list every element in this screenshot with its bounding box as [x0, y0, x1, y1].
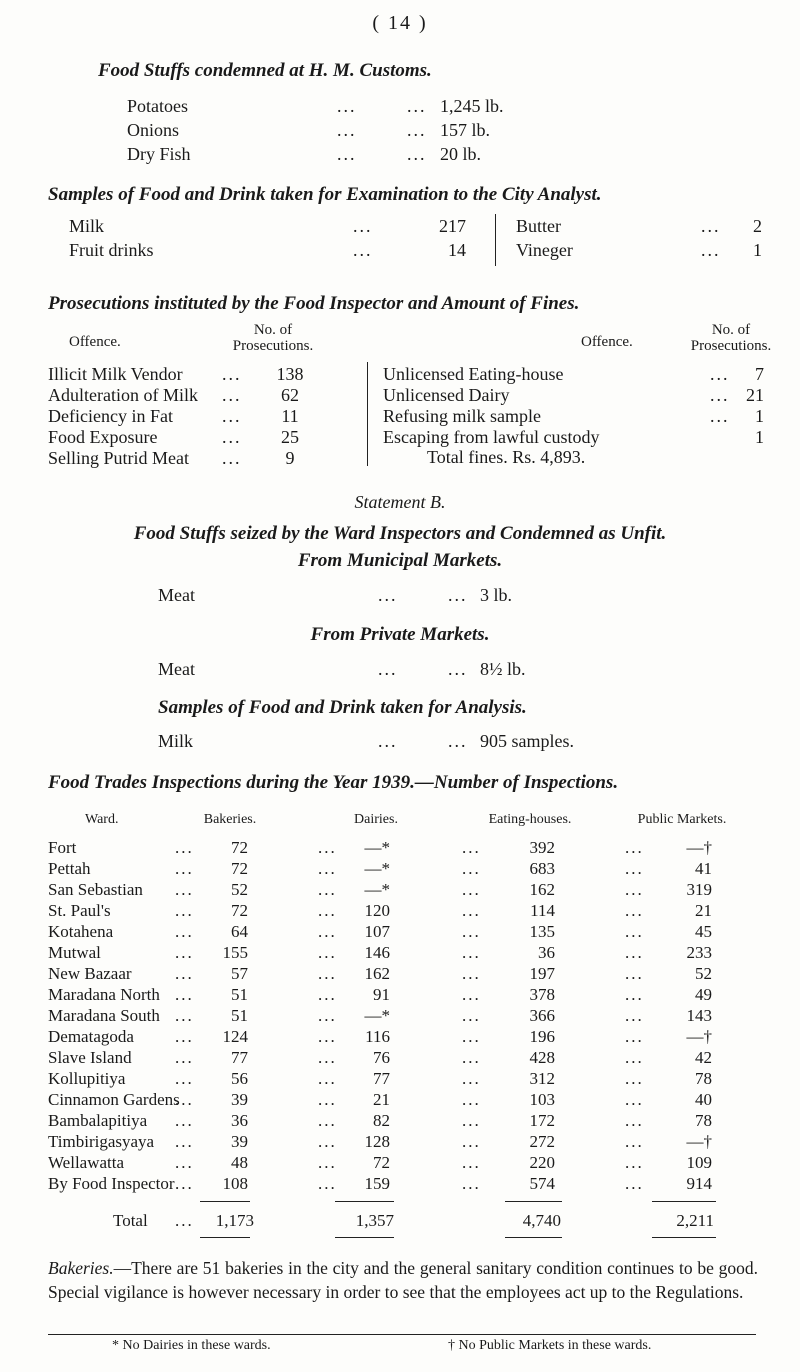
inspections-dots: ...	[625, 1111, 644, 1130]
inspections-cell: 914	[686, 1174, 712, 1193]
prosecution-offence: Refusing milk sample	[383, 406, 541, 426]
inspections-dots: ...	[318, 1069, 337, 1088]
inspections-cell: 124	[222, 1027, 248, 1046]
inspections-dots: ...	[318, 1153, 337, 1172]
inspections-ward: Bambalapitiya	[48, 1111, 148, 1130]
inspections-cell: 48	[231, 1153, 248, 1172]
inspections-cell: 135	[529, 922, 555, 941]
prosecution-offence: Unlicensed Eating-house	[383, 364, 564, 384]
prosecution-dots: ...	[222, 427, 242, 447]
inspections-cell: —*	[364, 838, 390, 857]
inspections-cell: 172	[529, 1111, 555, 1130]
inspections-cell: 78	[695, 1069, 712, 1088]
inspections-dots: ...	[625, 985, 644, 1004]
inspections-dots: ...	[625, 964, 644, 983]
inspections-cell: 41	[695, 859, 712, 878]
inspections-dots: ...	[318, 964, 337, 983]
inspections-dots: ...	[462, 964, 481, 983]
statement-b-title: Statement B.	[354, 492, 446, 512]
analyst-item-dots: ...	[353, 216, 373, 236]
inspections-dots: ...	[175, 1153, 194, 1172]
analysis-item-value: 905 samples.	[480, 731, 574, 751]
inspections-cell: 574	[529, 1174, 555, 1193]
prosecution-count: 1	[755, 406, 764, 426]
inspections-dots: ...	[318, 1111, 337, 1130]
inspections-dots: ...	[175, 1048, 194, 1067]
inspections-ward: Mutwal	[48, 943, 101, 962]
inspections-title: Food Trades Inspections during the Year 1939.—Number of Inspections.	[48, 772, 619, 793]
inspections-total: 4,740	[522, 1211, 561, 1230]
analyst-divider	[495, 214, 496, 266]
inspections-dots: ...	[175, 1111, 194, 1130]
total-rule-top	[200, 1201, 250, 1202]
inspections-cell: —†	[686, 838, 712, 857]
inspections-cell: 51	[231, 985, 248, 1004]
inspections-dots: ...	[318, 1027, 337, 1046]
inspections-cell: 36	[538, 943, 555, 962]
inspections-cell: —†	[686, 1027, 712, 1046]
inspections-cell: 116	[365, 1027, 390, 1046]
inspections-cell: 21	[373, 1090, 390, 1109]
inspections-dots: ...	[462, 1174, 481, 1193]
inspections-cell: 77	[373, 1069, 390, 1088]
inspections-dots: ...	[175, 985, 194, 1004]
total-rule-top	[335, 1201, 394, 1202]
inspections-dots: ...	[625, 1174, 644, 1193]
total-rule-bottom	[505, 1237, 562, 1238]
prosecution-dots: ...	[222, 406, 242, 426]
inspections-cell: 392	[529, 838, 555, 857]
inspections-col-header: Dairies.	[354, 812, 398, 827]
prosecution-count: 11	[281, 406, 299, 426]
samples-analyst-title: Samples of Food and Drink taken for Examination to the City Analyst.	[48, 184, 602, 205]
prosecutions-divider	[367, 362, 368, 466]
customs-item-name: Onions	[127, 120, 180, 140]
inspections-dots: ...	[175, 943, 194, 962]
inspections-cell: 39	[231, 1090, 248, 1109]
total-rule-bottom	[200, 1237, 250, 1238]
inspections-dots: ...	[175, 1027, 194, 1046]
prosecution-dots: ...	[710, 406, 730, 426]
inspections-dots: ...	[462, 1048, 481, 1067]
inspections-cell: 146	[364, 943, 390, 962]
inspections-dots: ...	[462, 859, 481, 878]
prosecution-offence: Adulteration of Milk	[48, 385, 198, 405]
inspections-cell: 196	[529, 1027, 555, 1046]
inspections-ward: Timbirigasyaya	[48, 1132, 155, 1151]
inspections-total-label: Total	[113, 1211, 148, 1230]
analyst-item-value: 217	[439, 216, 466, 236]
customs-item-name: Dry Fish	[127, 144, 191, 164]
prosecution-count: 21	[746, 385, 764, 405]
inspections-col-header: Public Markets.	[637, 812, 727, 827]
inspections-dots: ...	[625, 1069, 644, 1088]
inspections-cell: 120	[364, 901, 390, 920]
inspections-cell: 109	[686, 1153, 712, 1172]
inspections-ward: Maradana South	[48, 1006, 160, 1025]
inspections-cell: 272	[529, 1132, 555, 1151]
analyst-item-dots: ...	[353, 240, 373, 260]
private-dots1: ...	[378, 659, 398, 679]
inspections-cell: 233	[686, 943, 712, 962]
prosecution-count: 138	[276, 364, 304, 384]
inspections-col-header: Eating-houses.	[488, 812, 572, 827]
inspections-dots: ...	[462, 1153, 481, 1172]
inspections-dots: ...	[318, 880, 337, 899]
bakeries-label: Bakeries.	[48, 1258, 114, 1278]
inspections-dots: ...	[625, 922, 644, 941]
analysis-dots2: ...	[448, 731, 468, 751]
inspections-dots: ...	[625, 859, 644, 878]
inspections-dots: ...	[625, 880, 644, 899]
prosecution-dots: ...	[222, 364, 242, 384]
inspections-cell: 77	[231, 1048, 248, 1067]
prosecutions-col-offence-right: Offence.	[581, 334, 633, 350]
inspections-cell: 78	[695, 1111, 712, 1130]
inspections-cell: 159	[364, 1174, 390, 1193]
municipal-dots2: ...	[448, 585, 468, 605]
inspections-dots: ...	[318, 1006, 337, 1025]
prosecution-dots: ...	[710, 385, 730, 405]
inspections-cell: 76	[373, 1048, 390, 1067]
inspections-cell: 155	[222, 943, 248, 962]
prosecution-offence: Illicit Milk Vendor	[48, 364, 183, 384]
inspections-ward: Kollupitiya	[48, 1069, 126, 1088]
inspections-dots: ...	[462, 838, 481, 857]
analyst-item-name: Butter	[516, 216, 561, 236]
inspections-cell: 220	[529, 1153, 555, 1172]
page-number: ( 14 )	[372, 12, 428, 34]
inspections-cell: 52	[695, 964, 712, 983]
inspections-cell: 56	[231, 1069, 248, 1088]
inspections-dots: ...	[462, 1111, 481, 1130]
prosecutions-col-count-right: No. of Prosecutions.	[690, 322, 772, 354]
analysis-dots1: ...	[378, 731, 398, 751]
inspections-dots: ...	[462, 1027, 481, 1046]
analyst-item-value: 1	[753, 240, 762, 260]
inspections-ward: Wellawatta	[48, 1153, 125, 1172]
inspections-total: 1,173	[215, 1211, 254, 1230]
inspections-cell: 319	[686, 880, 712, 899]
inspections-dots: ...	[462, 1006, 481, 1025]
inspections-cell: 312	[529, 1069, 555, 1088]
inspections-dots: ...	[175, 922, 194, 941]
prosecution-count: 62	[281, 385, 299, 405]
prosecution-dots: ...	[710, 364, 730, 384]
total-rule-bottom	[652, 1237, 716, 1238]
inspections-dots: ...	[462, 880, 481, 899]
inspections-cell: 64	[231, 922, 248, 941]
inspections-cell: 72	[373, 1153, 390, 1172]
inspections-ward: By Food Inspector	[48, 1174, 175, 1193]
inspections-ward: Dematagoda	[48, 1027, 134, 1046]
customs-item-value: 20 lb.	[440, 144, 482, 164]
inspections-cell: 108	[222, 1174, 248, 1193]
inspections-cell: —*	[364, 1006, 390, 1025]
inspections-dots: ...	[175, 901, 194, 920]
prosecutions-title: Prosecutions instituted by the Food Inspector and Amount of Fines.	[48, 293, 580, 314]
inspections-cell: 36	[231, 1111, 248, 1130]
inspections-dots: ...	[175, 1090, 194, 1109]
analyst-item-dots: ...	[701, 216, 721, 236]
prosecution-count: 9	[285, 448, 295, 468]
inspections-dots: ...	[175, 964, 194, 983]
analysis-title: Samples of Food and Drink taken for Analysis.	[158, 697, 527, 718]
inspections-dots: ...	[318, 1132, 337, 1151]
inspections-ward: Kotahena	[48, 922, 114, 941]
inspections-cell: —*	[364, 859, 390, 878]
customs-item-dots: ...	[407, 120, 427, 140]
total-rule-bottom	[335, 1237, 394, 1238]
inspections-dots: ...	[625, 943, 644, 962]
inspections-cell: —*	[364, 880, 390, 899]
footnote-star: * No Dairies in these wards.	[112, 1338, 271, 1353]
inspections-dots: ...	[175, 838, 194, 857]
inspections-dots: ...	[625, 1132, 644, 1151]
inspections-cell: 162	[364, 964, 390, 983]
inspections-cell: 91	[373, 985, 390, 1004]
inspections-dots: ...	[625, 838, 644, 857]
inspections-cell: 72	[231, 859, 248, 878]
analysis-item-name: Milk	[158, 731, 194, 751]
municipal-item-name: Meat	[158, 585, 195, 605]
customs-item-value: 1,245 lb.	[440, 96, 504, 116]
inspections-dots: ...	[175, 1132, 194, 1151]
inspections-col-header: Ward.	[85, 812, 119, 827]
customs-item-name: Potatoes	[127, 96, 188, 116]
total-fines: Total fines. Rs. 4,893.	[427, 447, 586, 467]
private-item-name: Meat	[158, 659, 195, 679]
inspections-ward: New Bazaar	[48, 964, 132, 983]
inspections-ward: Pettah	[48, 859, 91, 878]
inspections-cell: 82	[373, 1111, 390, 1130]
inspections-dots: ...	[175, 1069, 194, 1088]
prosecution-count: 7	[755, 364, 764, 384]
prosecution-count: 1	[755, 427, 764, 447]
inspections-cell: —†	[686, 1132, 712, 1151]
inspections-cell: 197	[529, 964, 555, 983]
inspections-total: 1,357	[355, 1211, 394, 1230]
inspections-dots: ...	[318, 859, 337, 878]
prosecution-count: 25	[281, 427, 299, 447]
inspections-ward: Fort	[48, 838, 77, 857]
prosecution-dots: ...	[222, 448, 242, 468]
inspections-cell: 103	[529, 1090, 555, 1109]
analyst-item-value: 14	[448, 240, 466, 260]
inspections-cell: 57	[231, 964, 248, 983]
municipal-dots1: ...	[378, 585, 398, 605]
municipal-title: From Municipal Markets.	[297, 550, 503, 571]
customs-title: Food Stuffs condemned at H. M. Customs.	[98, 60, 432, 81]
customs-item-dots: ...	[407, 96, 427, 116]
private-title: From Private Markets.	[310, 624, 490, 645]
inspections-cell: 143	[686, 1006, 712, 1025]
customs-item-dots: ...	[337, 144, 357, 164]
analyst-item-name: Fruit drinks	[69, 240, 154, 260]
inspections-col-header: Bakeries.	[203, 812, 257, 827]
inspections-dots: ...	[625, 1027, 644, 1046]
customs-item-dots: ...	[337, 96, 357, 116]
total-rule-top	[652, 1201, 716, 1202]
inspections-dots: ...	[625, 1048, 644, 1067]
prosecution-offence: Food Exposure	[48, 427, 158, 447]
inspections-cell: 162	[529, 880, 555, 899]
analyst-item-value: 2	[753, 216, 762, 236]
inspections-cell: 72	[231, 838, 248, 857]
total-rule-top	[505, 1201, 562, 1202]
prosecution-offence: Unlicensed Dairy	[383, 385, 510, 405]
private-item-value: 8½ lb.	[480, 659, 526, 679]
customs-item-value: 157 lb.	[440, 120, 491, 140]
analyst-item-dots: ...	[701, 240, 721, 260]
inspections-dots: ...	[318, 838, 337, 857]
inspections-cell: 45	[695, 922, 712, 941]
inspections-dots: ...	[318, 922, 337, 941]
inspections-dots: ...	[462, 1069, 481, 1088]
inspections-cell: 49	[695, 985, 712, 1004]
inspections-cell: 21	[695, 901, 712, 920]
inspections-dots: ...	[318, 1048, 337, 1067]
inspections-dots: ...	[318, 943, 337, 962]
analyst-item-name: Vineger	[516, 240, 573, 260]
inspections-cell: 40	[695, 1090, 712, 1109]
prosecution-offence: Deficiency in Fat	[48, 406, 173, 426]
inspections-cell: 39	[231, 1132, 248, 1151]
bakeries-paragraph	[48, 1256, 758, 1304]
footnote-dagger: † No Public Markets in these wards.	[448, 1338, 652, 1353]
inspections-dots: ...	[318, 1174, 337, 1193]
inspections-dots: ...	[175, 1174, 194, 1193]
inspections-dots: ...	[625, 1153, 644, 1172]
inspections-dots: ...	[462, 922, 481, 941]
inspections-ward: San Sebastian	[48, 880, 143, 899]
analyst-item-name: Milk	[69, 216, 105, 236]
inspections-total: 2,211	[676, 1211, 714, 1230]
inspections-dots: ...	[175, 1006, 194, 1025]
inspections-dots: ...	[462, 943, 481, 962]
inspections-dots: ...	[462, 985, 481, 1004]
inspections-cell: 428	[529, 1048, 555, 1067]
inspections-dots: ...	[318, 901, 337, 920]
municipal-item-value: 3 lb.	[480, 585, 513, 605]
prosecution-offence: Escaping from lawful custody	[383, 427, 600, 447]
bakeries-text: —There are 51 bakeries in the city and the general sanitary condition continues to be good. Special vigilance is however necessary in order to see that the employees act up to the Regulations.	[48, 1258, 758, 1302]
inspections-dots: ...	[462, 1090, 481, 1109]
inspections-dots: ...	[462, 1132, 481, 1151]
inspections-cell: 51	[231, 1006, 248, 1025]
inspections-dots: ...	[318, 985, 337, 1004]
inspections-dots: ...	[625, 1006, 644, 1025]
inspections-dots: ...	[175, 880, 194, 899]
prosecution-offence: Selling Putrid Meat	[48, 448, 189, 468]
inspections-cell: 114	[530, 901, 555, 920]
inspections-dots: ...	[462, 901, 481, 920]
inspections-dots: ...	[625, 1090, 644, 1109]
inspections-ward: Cinnamon Gardens	[48, 1090, 180, 1109]
inspections-ward: Slave Island	[48, 1048, 132, 1067]
inspections-cell: 683	[529, 859, 555, 878]
inspections-cell: 42	[695, 1048, 712, 1067]
inspections-cell: 52	[231, 880, 248, 899]
inspections-cell: 366	[529, 1006, 555, 1025]
private-dots2: ...	[448, 659, 468, 679]
inspections-cell: 128	[364, 1132, 390, 1151]
customs-item-dots: ...	[337, 120, 357, 140]
inspections-cell: 72	[231, 901, 248, 920]
inspections-dots: ...	[625, 901, 644, 920]
inspections-dots: ...	[175, 1211, 194, 1230]
footnote-rule	[48, 1334, 756, 1335]
prosecution-dots: ...	[222, 385, 242, 405]
inspections-cell: 378	[529, 985, 555, 1004]
seized-title: Food Stuffs seized by the Ward Inspectors and Condemned as Unfit.	[133, 523, 667, 544]
inspections-ward: St. Paul's	[48, 901, 111, 920]
prosecutions-col-offence-left: Offence.	[69, 334, 121, 350]
inspections-cell: 107	[364, 922, 390, 941]
inspections-dots: ...	[175, 859, 194, 878]
prosecutions-col-count-left: No. of Prosecutions.	[232, 322, 314, 354]
inspections-ward: Maradana North	[48, 985, 160, 1004]
inspections-dots: ...	[318, 1090, 337, 1109]
customs-item-dots: ...	[407, 144, 427, 164]
